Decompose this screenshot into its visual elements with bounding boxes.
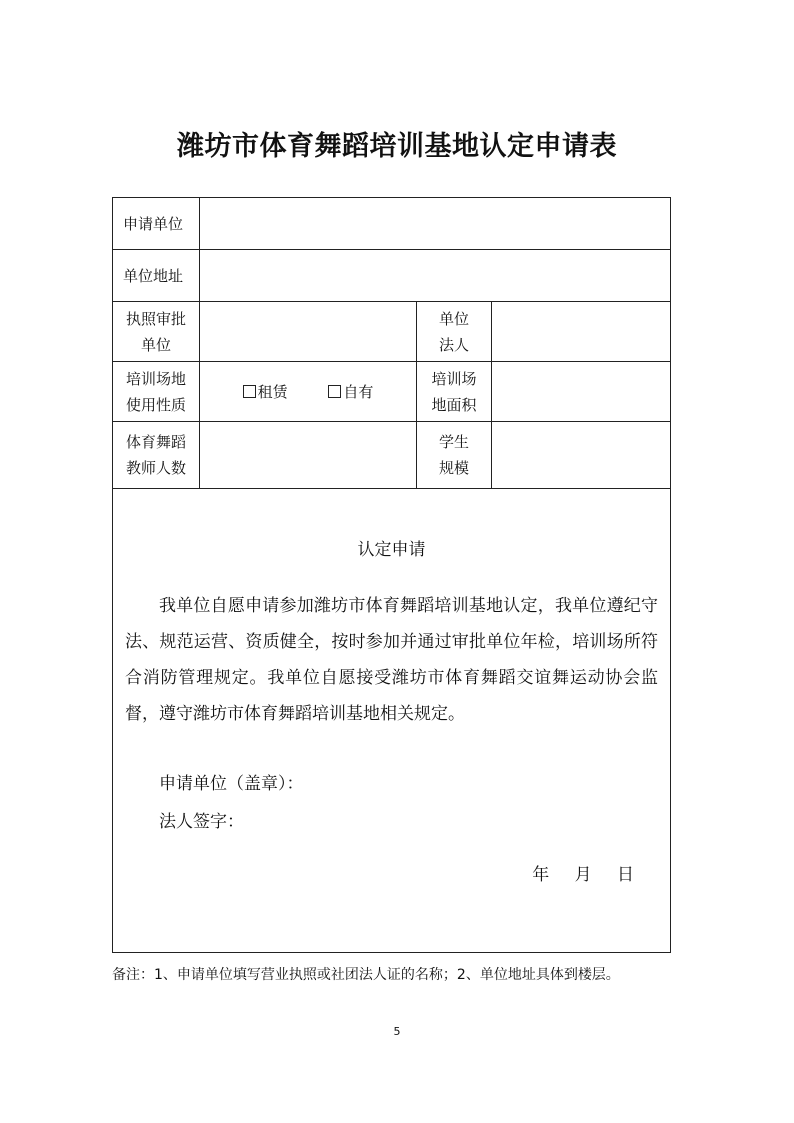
rent-label: 租赁 <box>257 383 288 401</box>
license-authority-label <box>113 302 200 362</box>
application-heading: 认定申请 <box>357 540 426 560</box>
teachers-label-line2: 教师人数 <box>125 459 186 477</box>
applicant-seal-line: 申请单位（盖章）： <box>159 774 304 794</box>
applicant-field[interactable] <box>200 198 671 250</box>
venue-use-label-line1: 培训场地 <box>125 369 186 388</box>
address-field[interactable] <box>200 250 671 302</box>
application-form <box>112 197 671 953</box>
venue-use-label <box>113 362 200 422</box>
page-number: 5 <box>393 1025 401 1038</box>
own-label: 自有 <box>343 383 374 401</box>
students-field[interactable] <box>492 422 671 489</box>
own-checkbox[interactable] <box>328 385 341 398</box>
footnote: 备注：1、申请单位填写营业执照或社团法人证的名称；2、单位地址具体到楼层。 <box>112 967 620 983</box>
rent-checkbox[interactable] <box>243 385 256 398</box>
option-rent[interactable] <box>243 381 288 402</box>
legal-person-field[interactable] <box>492 302 671 362</box>
venue-use-label-line2: 使用性质 <box>125 395 186 414</box>
venue-area-label <box>417 362 492 422</box>
legal-label-line2: 法人 <box>438 335 469 354</box>
venue-area-field[interactable] <box>492 362 671 422</box>
date-line: 年 月 日 <box>532 865 635 885</box>
students-label-line1: 学生 <box>438 433 469 451</box>
legal-person-label <box>417 302 492 362</box>
legal-label-line1: 单位 <box>438 309 469 328</box>
teachers-label <box>113 422 200 489</box>
license-label-line1: 执照审批 <box>125 309 186 328</box>
license-label-line2: 单位 <box>140 335 171 354</box>
teachers-field[interactable] <box>200 422 417 489</box>
teachers-label-line1: 体育舞蹈 <box>125 433 186 451</box>
venue-use-options <box>200 362 417 422</box>
application-statement-cell <box>113 489 671 953</box>
page-title: 潍坊市体育舞蹈培训基地认定申请表 <box>177 131 617 162</box>
legal-signature-line: 法人签字： <box>159 812 244 832</box>
license-authority-field[interactable] <box>200 302 417 362</box>
area-label-line1: 培训场 <box>431 369 477 388</box>
application-body: 我单位自愿申请参加潍坊市体育舞蹈培训基地认定，我单位遵纪守法、规范运营、资质健全，按时参加并通过审批单位年检，培训场所符合消防管理规定。我单位自愿接受潍坊市体育舞蹈交谊舞运动协会监督，遵守潍坊市体育舞蹈培训基地相关规定。 <box>125 596 659 724</box>
students-label <box>417 422 492 489</box>
option-own[interactable] <box>328 381 373 402</box>
students-label-line2: 规模 <box>438 459 469 477</box>
applicant-label: 申请单位 <box>113 198 200 250</box>
address-label: 单位地址 <box>113 250 200 302</box>
area-label-line2: 地面积 <box>431 395 477 414</box>
